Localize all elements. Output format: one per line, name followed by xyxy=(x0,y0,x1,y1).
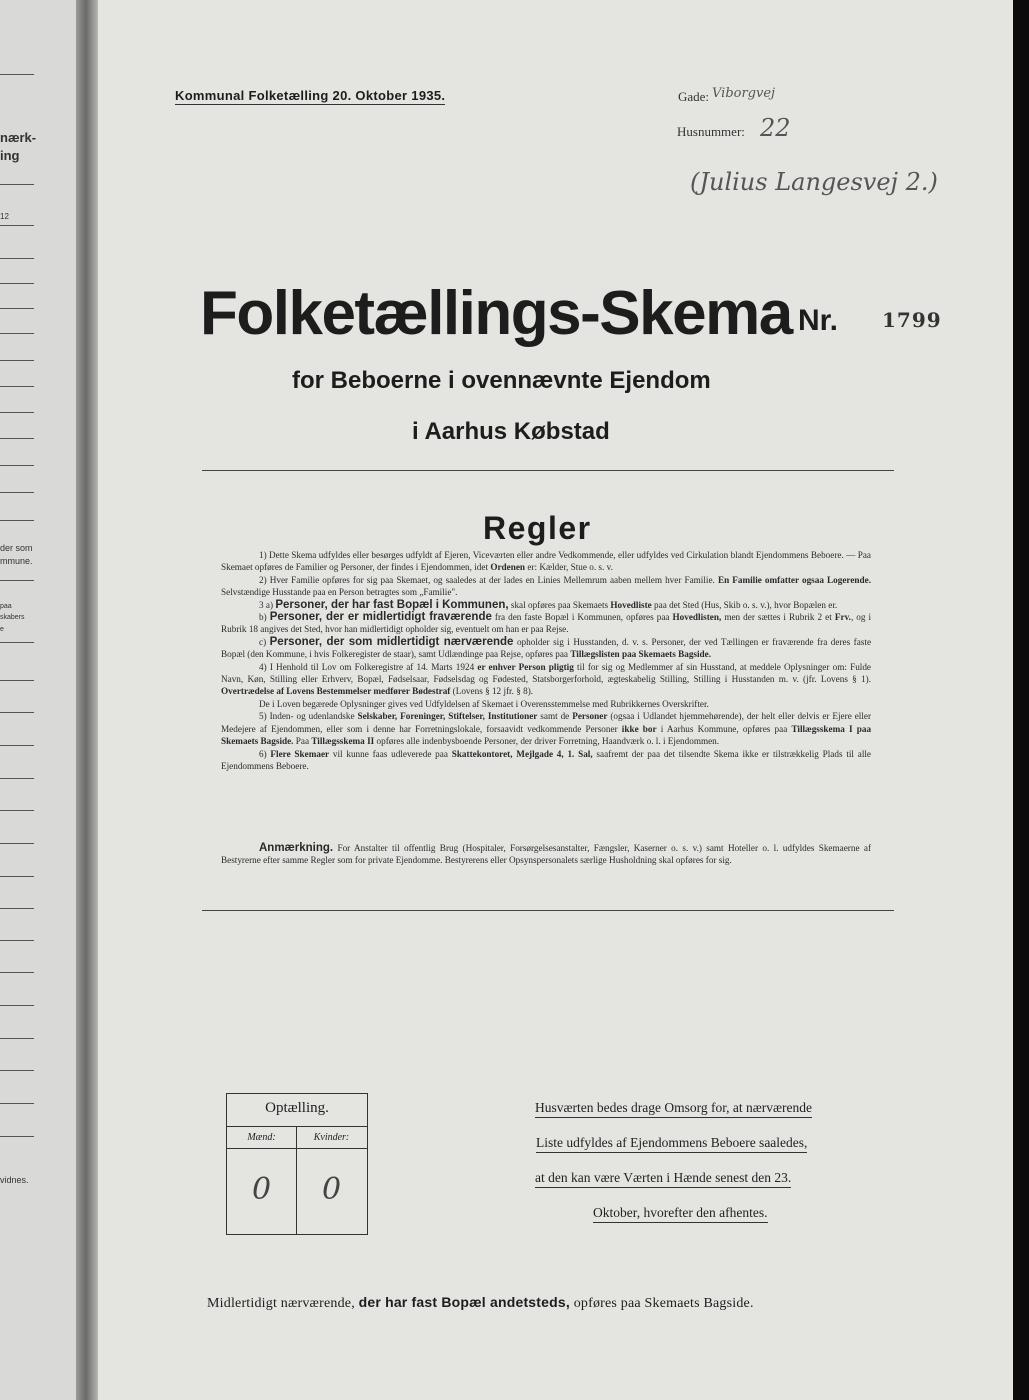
divider xyxy=(0,1103,34,1104)
notice-line: at den kan være Værten i Hænde senest den 23. xyxy=(535,1170,791,1188)
census-line: Kommunal Folketælling 20. Oktober 1935. xyxy=(175,88,446,103)
divider xyxy=(202,470,894,471)
left-fragment: der som xyxy=(0,543,33,553)
divider xyxy=(0,712,34,713)
left-fragment: skabers xyxy=(0,614,25,621)
left-fragment: vidnes. xyxy=(0,1175,29,1185)
notice-line: Liste udfyldes af Ejendommens Beboere saaledes, xyxy=(536,1135,807,1153)
divider xyxy=(0,308,34,309)
footer-start: Midlertidigt nærværende, xyxy=(207,1296,355,1311)
left-fragment: 12 xyxy=(0,212,9,221)
divider xyxy=(0,876,34,877)
page-gutter xyxy=(76,0,98,1400)
subtitle-city: i Aarhus Købstad xyxy=(412,418,610,445)
note-text: For Anstalter til offentlig Brug (Hospitaler, Forsørgelsesanstalter, Fængsler, Kaserner o. s. v.) samt Hoteller o. l. udfyldes Skemaerne af Bestyrerne efter samme Regler som for private Ejendomme. Bestyrerens eller Opsynspersonalets særlige Husholdning skal opføres for sig. xyxy=(221,843,871,866)
footer-bold: der har fast Bopæl andetsteds, xyxy=(358,1294,570,1310)
street-label: Gade: xyxy=(678,89,710,104)
divider xyxy=(0,283,34,284)
rule-6: 6) Flere Skemaer vil kunne faas udleverede paa Skattekontoret, Mejlgade 4, 1. Sal, saafremt der paa det tilsendte Skema ikke er tilstrækkelig Plads til alle Ejendommens Beboere. xyxy=(221,748,872,771)
divider xyxy=(0,258,34,259)
street-value: Viborgvej xyxy=(712,86,776,101)
divider xyxy=(0,1038,34,1039)
note-label: Anmærkning. xyxy=(259,842,334,854)
divider xyxy=(0,520,34,521)
divider xyxy=(0,386,34,387)
left-fragment: mmune. xyxy=(0,556,33,566)
divider xyxy=(227,1126,367,1127)
rule-3a: 3 a) Personer, der har fast Bopæl i Kommunen, skal opføres paa Skemaets Hovedliste paa det Sted (Hus, Skib o. s. v.), hvor Bopælen er. xyxy=(259,598,838,611)
rule-3c: c) Personer, der som midlertidigt nærværende opholder sig i Husstanden, d. v. s. Personer, der ved Tællingen er fraværende fra deres faste Bopæl (den Kommune, i hvis Folkeregister de staar), samt Udlændinge paa Rejse, opføres paa Tillægslisten paa Skemaets Bagside. xyxy=(221,635,872,660)
count-box xyxy=(226,1093,368,1235)
left-fragment: e xyxy=(0,626,4,633)
left-fragment: nærk- xyxy=(0,130,37,145)
divider xyxy=(0,940,34,941)
form-title: Folketællings-Skema xyxy=(200,279,792,348)
divider xyxy=(0,1070,34,1071)
left-fragment: paa xyxy=(0,603,12,610)
count-title: Optælling. xyxy=(265,1100,329,1116)
previous-page-edge xyxy=(0,0,76,1400)
divider xyxy=(0,412,34,413)
divider xyxy=(0,908,34,909)
divider xyxy=(0,184,34,185)
rule-5: 5) Inden- og udenlandske Selskaber, Foreninger, Stiftelser, Institutioner samt de Personer (ogsaa i Udlandet hjemmehørende), der helt eller delvis er Ejere eller Medejere af Ejendommen, eller som i denne har Forretningslokale, forsaavidt vedkommende Personer ikke bor i Aarhus Kommune, opføres paa Tillægsskema I paa Skemaets Bagside. Paa Tillægsskema II opføres alle indenbysboende Personer, der driver Forretning, Haandværk o. l. i Ejendommen. xyxy=(221,711,872,747)
divider xyxy=(0,1136,34,1137)
rule-4: 4) I Henhold til Lov om Folkeregistre af 14. Marts 1924 er enhver Person pligtig til for sig og Medlemmer af sin Husstand, at meddele Oplysninger om: Fulde Navn, Køn, Stilling eller Erhverv, Bopæl, Fødselsaar, Fødselsdag og Fødested, Statsborgerforhold, ægteskabelig Stilling, Stilling i Husstanden m. v. (jfr. Lovens § 1). Overtrædelse af Lovens Bestemmelser medfører Bødestraf (Lovens § 12 jfr. § 8). xyxy=(221,661,872,697)
handwritten-address-note: (Julius Langesvej 2.) xyxy=(690,168,938,196)
divider xyxy=(202,910,894,911)
footer-note xyxy=(207,1294,754,1312)
notice-line: Husværten bedes drage Omsorg for, at nærværende xyxy=(535,1100,812,1118)
rule-3b: b) Personer, der er midlertidigt fraværende fra den faste Bopæl i Kommunen, opføres paa Hovedlisten, men der sættes i Rubrik 2 et Frv., og i Rubrik 18 angives det Sted, hvor han midlertidigt opholder sig, eventuelt om han er paa Rejse. xyxy=(221,611,872,635)
house-number-value: 22 xyxy=(760,114,791,142)
divider xyxy=(0,74,34,75)
women-count: 0 xyxy=(321,1172,342,1207)
divider xyxy=(0,972,34,973)
rule-2: 2) Hver Familie opføres for sig paa Skemaet, og saaledes at der lades en Linies Mellemrum aaben mellem hver Familie. En Familie omfatter ogsaa Logerende. Selvstændige Husstande paa en Person betragtes som „Familie". xyxy=(221,574,871,598)
divider xyxy=(0,438,34,439)
divider xyxy=(0,465,34,466)
footer-end: opføres paa Skemaets Bagside. xyxy=(573,1296,754,1311)
divider xyxy=(0,333,34,334)
divider xyxy=(227,1148,367,1149)
women-label: Kvinder: xyxy=(313,1132,350,1143)
rules-heading: Regler xyxy=(483,510,592,546)
divider xyxy=(0,778,34,779)
rule-1: 1) Dette Skema udfyldes eller besørges udfyldt af Ejeren, Viceværten eller andre Vedkommende, eller udfyldes ved Cirkulation blandt Ejendommens Beboere. — Paa Skemaet opføres de Familier og Personer, der findes i Ejendommen, idet Ordenen er: Kælder, Stue o. s. v. xyxy=(221,550,871,573)
divider xyxy=(0,642,34,643)
divider xyxy=(0,360,34,361)
notice-line: Oktober, hvorefter den afhentes. xyxy=(593,1205,768,1223)
divider xyxy=(0,843,34,844)
divider xyxy=(0,1005,34,1006)
men-label: Mænd: xyxy=(247,1132,276,1143)
men-count: 0 xyxy=(251,1172,272,1207)
divider xyxy=(0,745,34,746)
form-number: 1799 xyxy=(882,308,942,332)
divider xyxy=(0,492,34,493)
rules-text xyxy=(221,549,871,772)
subtitle-residents: for Beboerne i ovennævnte Ejendom xyxy=(292,367,711,394)
annotation-note xyxy=(221,842,871,867)
left-fragment: ing xyxy=(0,148,20,163)
divider xyxy=(0,810,34,811)
divider xyxy=(0,680,34,681)
divider xyxy=(0,225,34,226)
rule-4-note: De i Loven begærede Oplysninger gives ved Udfyldelsen af Skemaet i Overensstemmelse med Rubrikkernes Overskrifter. xyxy=(259,698,709,709)
divider xyxy=(0,580,34,581)
nr-label: Nr. xyxy=(798,304,839,337)
house-number-label: Husnummer: xyxy=(677,124,745,139)
